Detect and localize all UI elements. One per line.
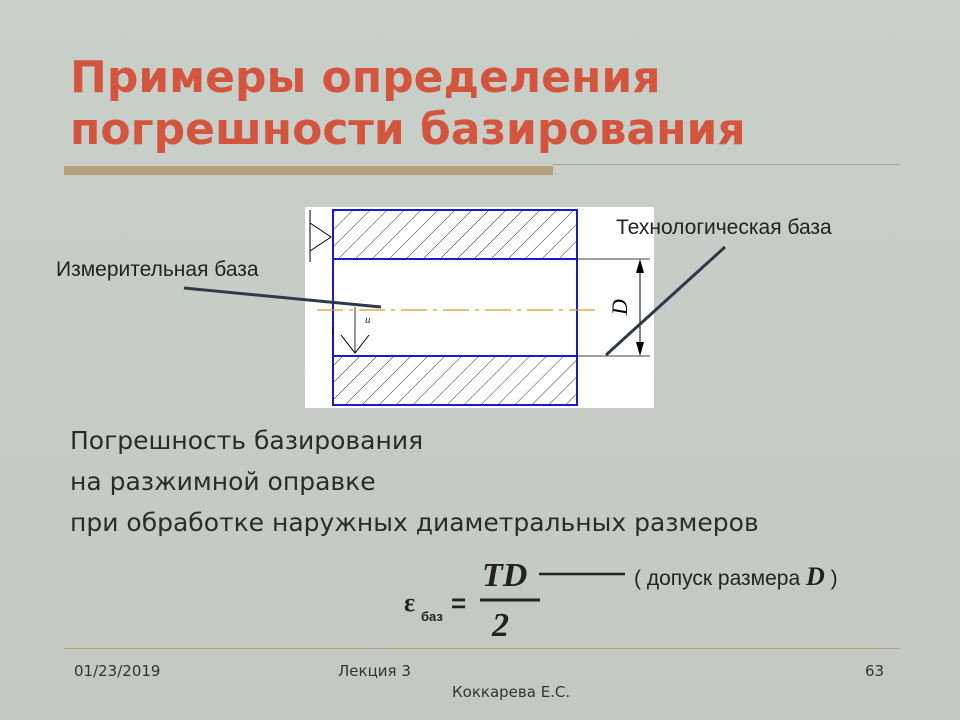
footer-page-number: 63 xyxy=(865,662,885,680)
footer-date: 01/23/2019 xyxy=(74,662,161,680)
formula-note-open: ( допуск размера xyxy=(634,567,806,590)
formula-epsilon: ε xyxy=(404,588,416,617)
body-line-3: при обработке наружных диаметральных размеров xyxy=(70,508,759,537)
footer-lecture: Лекция 3 xyxy=(338,662,411,680)
formula-subscript: баз xyxy=(421,609,443,624)
measuring-base-leader xyxy=(184,288,381,307)
body-line-2: на разжимной оправке xyxy=(70,467,376,496)
footer-author: Коккарева Е.С. xyxy=(452,683,571,701)
formula-note-letter: D xyxy=(805,562,825,591)
svg-text:u: u xyxy=(365,314,371,326)
formula-note-close: ) xyxy=(824,567,838,590)
title-line-1: Примеры определения xyxy=(70,52,661,103)
formula-denominator: 2 xyxy=(492,607,509,644)
measuring-base-label: Измерительная база xyxy=(56,258,259,281)
technological-base-leader xyxy=(606,247,725,355)
dimension-letter: D xyxy=(607,299,632,315)
formula-equals: = xyxy=(451,588,467,618)
technological-base-label: Технологическая база xyxy=(616,216,832,239)
formula-note xyxy=(634,562,838,592)
footer-divider xyxy=(64,648,900,649)
title-line-2: погрешности базирования xyxy=(70,104,746,155)
body-line-1: Погрешность базирования xyxy=(70,426,424,455)
formula-numerator: TD xyxy=(482,557,528,594)
